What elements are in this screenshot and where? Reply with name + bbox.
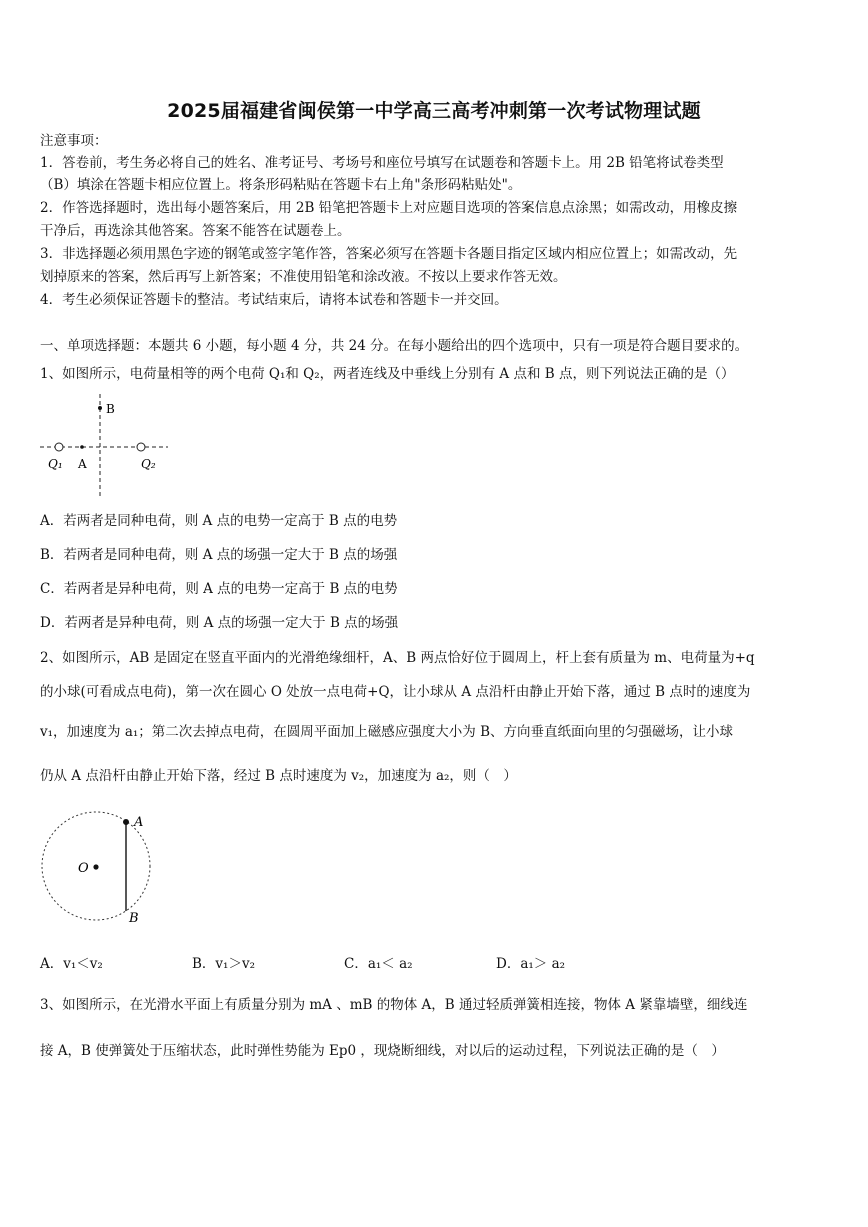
question-2-line: v₁，加速度为 a₁；第二次去掉点电荷，在圆周平面加上磁感应强度大小为 B、方向垂直纸面向里的匀强磁场，让小球 xyxy=(40,724,734,740)
charge-q2 xyxy=(137,443,145,451)
point-b-dot xyxy=(98,406,102,410)
notice-line: 3．非选择题必须用黑色字迹的钢笔或签字笔作答，答案必须写在答题卡各题目指定区域内相应位置上；如需改动，先 xyxy=(40,246,738,262)
q2-option-a[interactable]: A．v₁＜v₂ xyxy=(40,956,103,972)
label-b: B xyxy=(106,402,115,416)
notice-line: 2．作答选择题时，选出每小题答案后，用 2B 铅笔把答题卡上对应题目选项的答案信息点涂黑；如需改动，用橡皮擦 xyxy=(40,200,738,216)
charges-figure xyxy=(38,390,178,502)
q2-option-d[interactable]: D．a₁＞ a₂ xyxy=(496,956,566,972)
q1-option-a[interactable]: A．若两者是同种电荷，则 A 点的电势一定高于 B 点的电势 xyxy=(40,513,398,529)
point-a-dot xyxy=(80,445,84,449)
center-o-dot xyxy=(93,864,98,869)
question-2-line: 2、如图所示，AB 是固定在竖直平面内的光滑绝缘细杆，A、B 两点恰好位于圆周上，杆上套有质量为 m、电荷量为+q xyxy=(40,650,755,666)
charge-q1 xyxy=(55,443,63,451)
page-title: 2025届福建省闽侯第一中学高三高考冲刺第一次考试物理试题 xyxy=(167,100,701,122)
label-q2: Q₂ xyxy=(141,457,156,471)
label-a: A xyxy=(134,815,144,830)
label-b: B xyxy=(129,911,139,926)
label-o: O xyxy=(78,861,89,876)
notice-line: 干净后，再选涂其他答案。答案不能答在试题卷上。 xyxy=(40,223,351,239)
notice-line: 1．答卷前，考生务必将自己的姓名、准考证号、考场号和座位号填写在试题卷和答题卡上。用 2B 铅笔将试卷类型 xyxy=(40,155,724,171)
question-2-line: 的小球(可看成点电荷)，第一次在圆心 O 处放一点电荷+Q，让小球从 A 点沿杆由静止开始下落，通过 B 点时的速度为 xyxy=(40,684,751,700)
question-1-stem: 1、如图所示，电荷量相等的两个电荷 Q₁和 Q₂，两者连线及中垂线上分别有 A 点和 B 点，则下列说法正确的是（） xyxy=(40,366,735,382)
q2-option-c[interactable]: C．a₁＜ a₂ xyxy=(344,956,413,972)
notice-line: （B）填涂在答题卡相应位置上。将条形码粘贴在答题卡右上角"条形码粘贴处"。 xyxy=(40,177,522,193)
notice-line: 划掉原来的答案，然后再写上新答案；不准使用铅笔和涂改液。不按以上要求作答无效。 xyxy=(40,269,567,285)
q1-option-c[interactable]: C．若两者是异种电荷，则 A 点的电势一定高于 B 点的电势 xyxy=(40,581,398,597)
label-a: A xyxy=(78,457,87,471)
question-3-line: 接 A，B 使弹簧处于压缩状态，此时弹性势能为 Ep0 ，现烧断细线，对以后的运动过程，下列说法正确的是（ ） xyxy=(40,1043,725,1059)
circle-rod-figure xyxy=(36,808,160,928)
question-3-line: 3、如图所示，在光滑水平面上有质量分别为 mA 、mB 的物体 A，B 通过轻质弹簧相连接，物体 A 紧靠墙壁，细线连 xyxy=(40,997,748,1013)
ball-at-a xyxy=(123,819,129,825)
q1-option-b[interactable]: B．若两者是同种电荷，则 A 点的场强一定大于 B 点的场强 xyxy=(40,547,398,563)
question-2-line: 仍从 A 点沿杆由静止开始下落，经过 B 点时速度为 v₂，加速度为 a₂，则（ ） xyxy=(40,768,517,784)
notice-heading: 注意事项： xyxy=(40,133,108,149)
label-q1: Q₁ xyxy=(48,457,63,471)
notice-line: 4．考生必须保证答题卡的整洁。考试结束后，请将本试卷和答题卡一并交回。 xyxy=(40,292,508,308)
section-heading: 一、单项选择题：本题共 6 小题，每小题 4 分，共 24 分。在每小题给出的四个选项中，只有一项是符合题目要求的。 xyxy=(40,338,749,354)
q1-option-d[interactable]: D．若两者是异种电荷，则 A 点的场强一定大于 B 点的场强 xyxy=(40,615,399,631)
q2-option-b[interactable]: B．v₁＞v₂ xyxy=(192,956,255,972)
